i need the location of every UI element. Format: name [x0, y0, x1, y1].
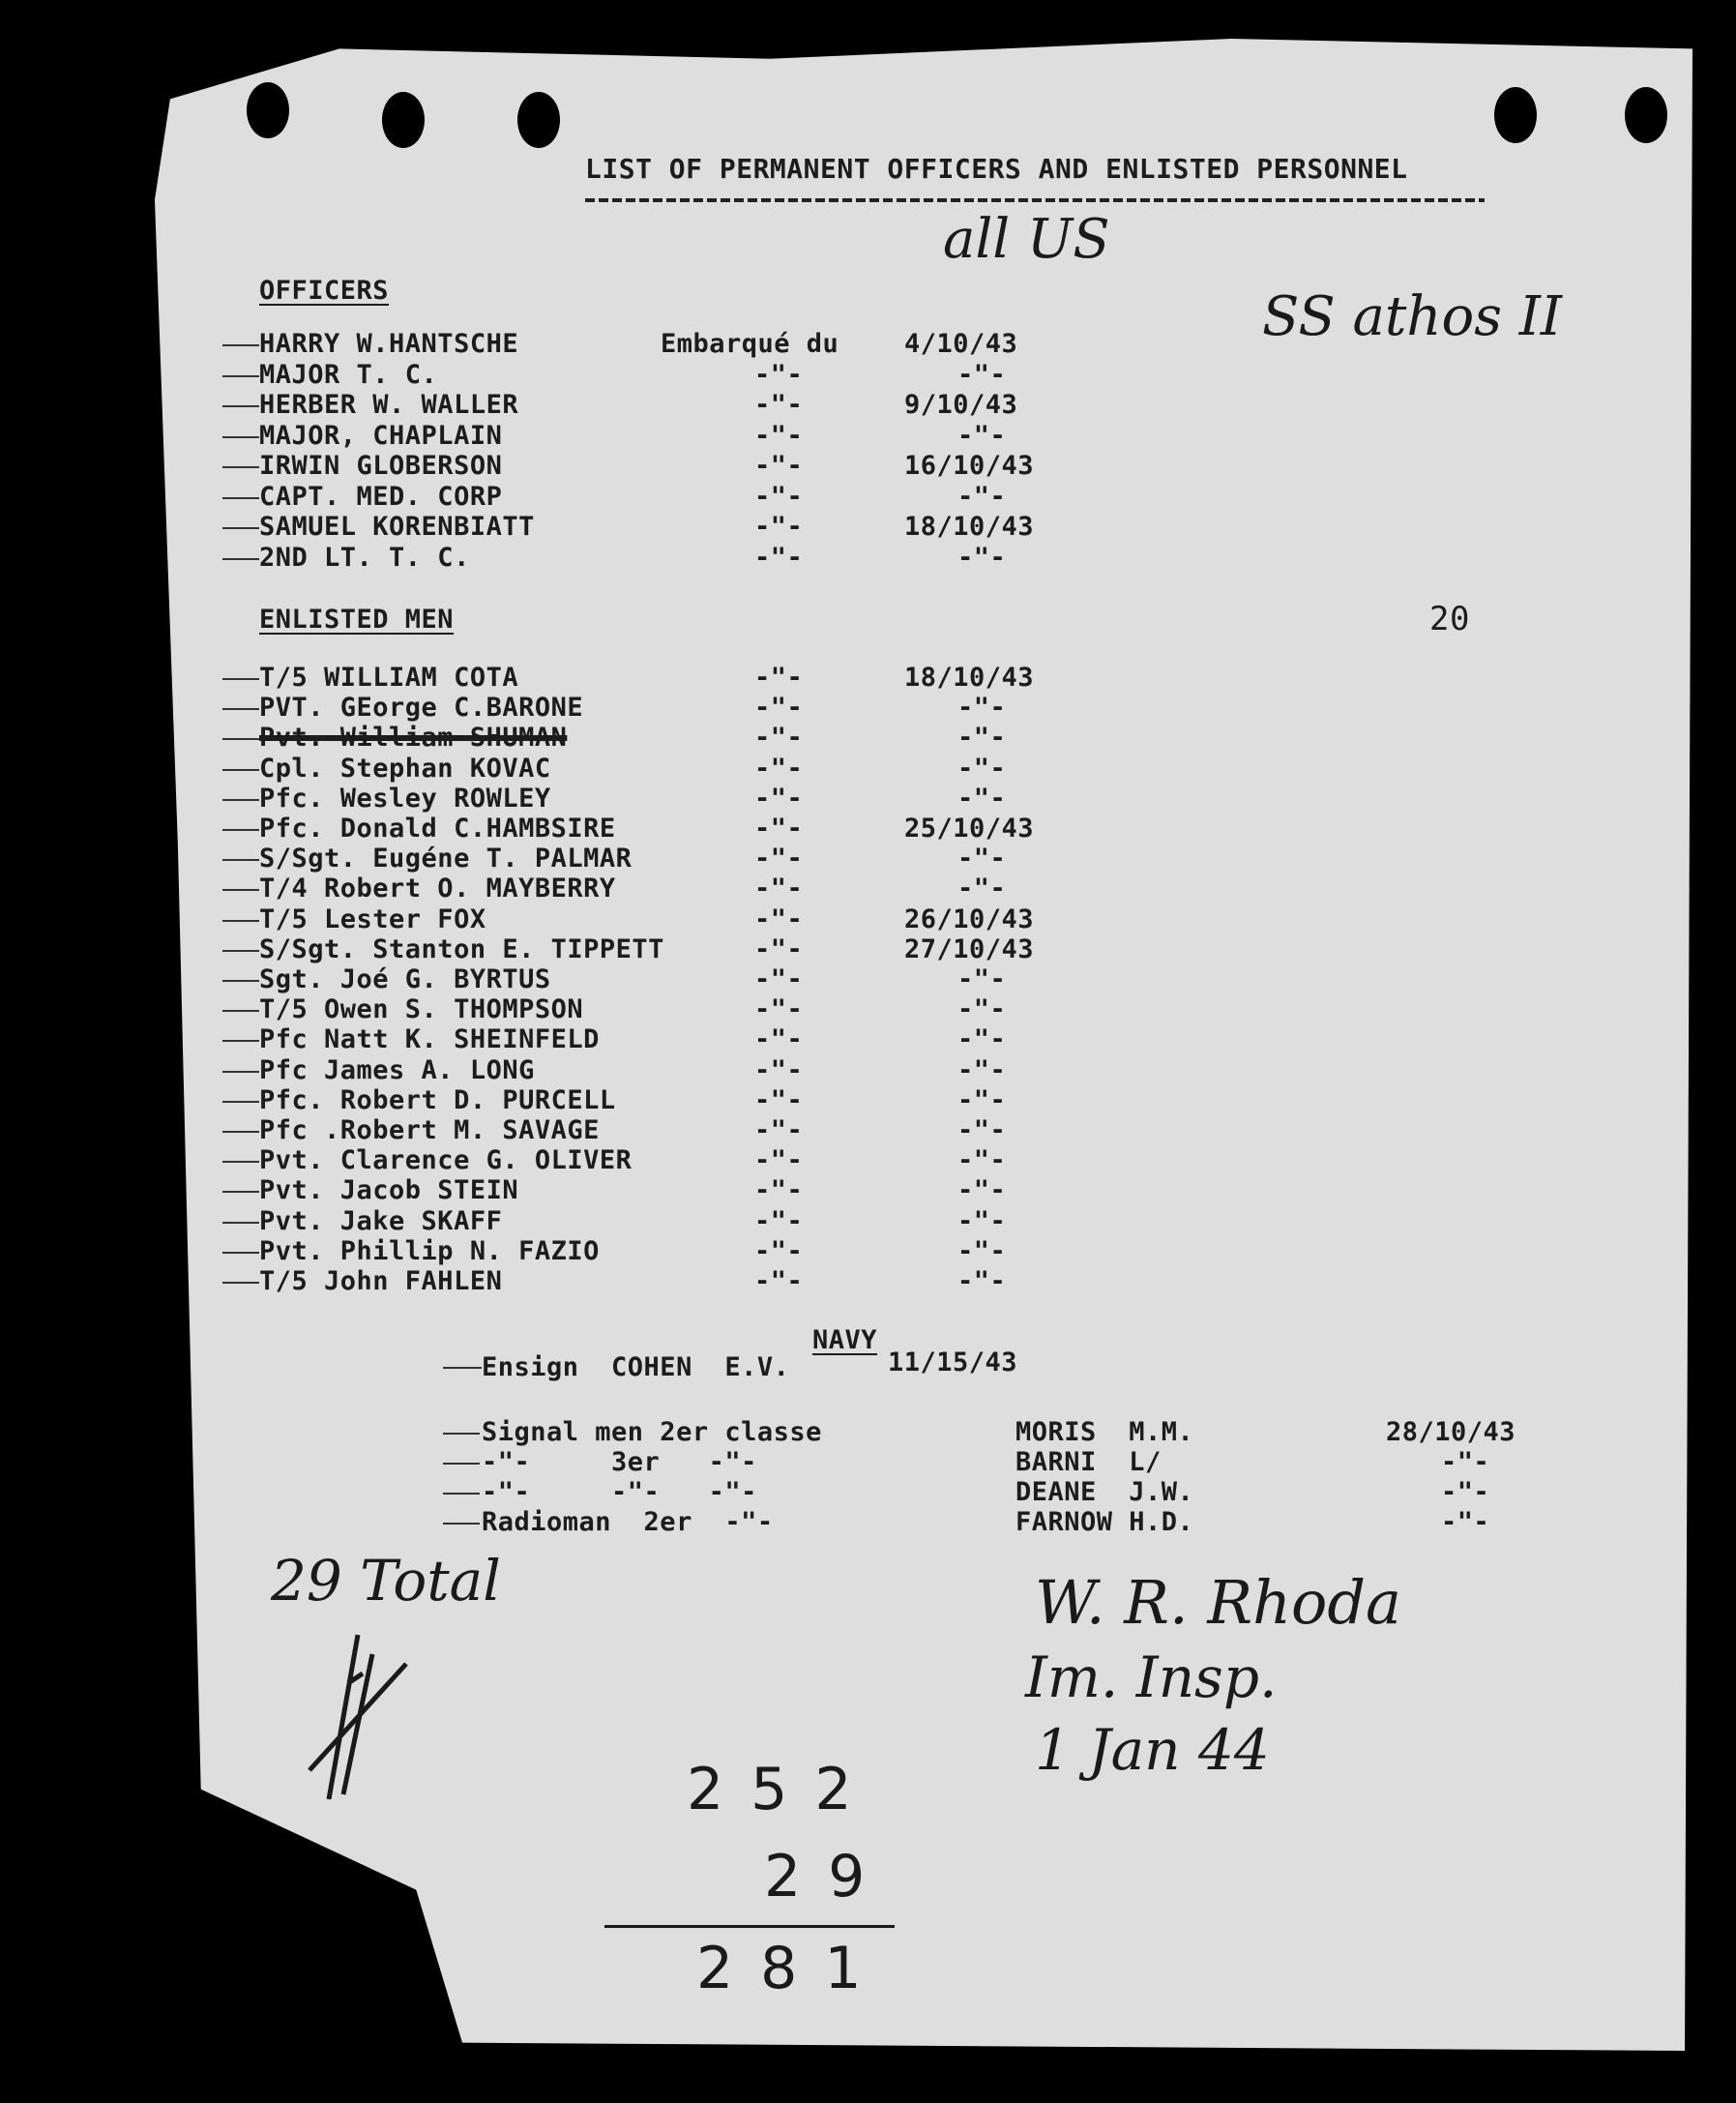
officer-date: 9/10/43 [904, 390, 1018, 420]
strike-mark [443, 1493, 480, 1495]
arithmetic-b: 29 [764, 1843, 893, 1910]
count-note: 20 [1429, 600, 1470, 638]
punch-hole [1494, 87, 1537, 143]
enlisted-name: Pfc. Donald C.HAMBSIRE [259, 814, 616, 844]
enlisted-date: -"- [957, 1235, 1007, 1266]
enlisted-status: -"- [754, 1175, 804, 1206]
strike-mark [222, 466, 259, 468]
enlisted-status: -"- [754, 753, 804, 784]
signal-role: Signal men 2er classe [482, 1417, 822, 1447]
officer-date: -"- [957, 420, 1007, 451]
ensign-date: 11/15/43 [888, 1348, 1018, 1377]
enlisted-status: -"- [754, 1115, 804, 1145]
signal-date: 28/10/43 [1386, 1417, 1516, 1447]
officer-status: -"- [754, 390, 804, 420]
enlisted-status: -"- [754, 814, 804, 844]
officer-status: -"- [754, 451, 804, 481]
enlisted-date: 27/10/43 [904, 933, 1035, 964]
officer-date: -"- [957, 481, 1007, 512]
strike-mark [222, 769, 259, 771]
strike-mark [222, 829, 259, 831]
officer-date: -"- [957, 359, 1007, 390]
officer-date: 16/10/43 [904, 451, 1035, 481]
officer-name: 2ND LT. T. C. [259, 542, 470, 573]
enlisted-name: Cpl. Stephan KOVAC [259, 753, 551, 784]
enlisted-heading: ENLISTED MEN [259, 605, 455, 635]
enlisted-date: -"- [957, 1115, 1007, 1145]
officer-date: 4/10/43 [904, 329, 1018, 359]
enlisted-status: -"- [754, 663, 804, 693]
enlisted-name: T/4 Robert O. MAYBERRY [259, 874, 616, 904]
officer-name: MAJOR, CHAPLAIN [259, 420, 503, 451]
enlisted-status: -"- [754, 1024, 804, 1055]
signature-name: W. R. Rhoda [1035, 1567, 1401, 1638]
enlisted-date: -"- [957, 1054, 1007, 1085]
enlisted-name: Pvt. Clarence G. OLIVER [259, 1145, 633, 1176]
enlisted-status: -"- [754, 1084, 804, 1115]
strike-mark [222, 799, 259, 801]
scribble-mark [290, 1625, 426, 1809]
officer-name: HERBER W. WALLER [259, 390, 519, 420]
strike-mark [222, 920, 259, 922]
enlisted-date: -"- [957, 783, 1007, 814]
document-title: LIST OF PERMANENT OFFICERS AND ENLISTED PERSONNEL [585, 153, 1408, 185]
enlisted-name: T/5 Owen S. THOMPSON [259, 994, 584, 1025]
officer-status: Embarqué du [661, 329, 839, 359]
signal-name: BARNI L/ [1015, 1447, 1162, 1477]
enlisted-status: -"- [754, 994, 804, 1025]
enlisted-status: -"- [754, 903, 804, 934]
strike-mark [222, 1161, 259, 1163]
officer-date: -"- [957, 542, 1007, 573]
officer-date: 18/10/43 [904, 512, 1035, 542]
enlisted-name: S/Sgt. Stanton E. TIPPETT [259, 933, 664, 964]
strike-mark [222, 1071, 259, 1073]
strike-mark [222, 1191, 259, 1193]
strike-mark [443, 1463, 480, 1465]
signal-date: -"- [1441, 1447, 1490, 1477]
enlisted-date: -"- [957, 874, 1007, 904]
punch-hole [247, 82, 289, 138]
strike-mark [222, 527, 259, 529]
enlisted-date: 18/10/43 [904, 663, 1035, 693]
officers-heading: OFFICERS [259, 276, 390, 306]
enlisted-date: -"- [957, 1205, 1007, 1236]
enlisted-date: -"- [957, 1024, 1007, 1055]
enlisted-status: -"- [754, 1145, 804, 1176]
strike-mark [222, 1010, 259, 1012]
signal-role: -"- 3er -"- [482, 1447, 757, 1477]
signal-date: -"- [1441, 1477, 1490, 1507]
enlisted-status: -"- [754, 933, 804, 964]
strike-mark [222, 738, 259, 740]
enlisted-name: T/5 WILLIAM COTA [259, 663, 519, 693]
officer-status: -"- [754, 512, 804, 542]
enlisted-status: -"- [754, 723, 804, 754]
enlisted-status: -"- [754, 874, 804, 904]
enlisted-name: Sgt. Joé G. BYRTUS [259, 964, 551, 994]
strike-mark [222, 1282, 259, 1284]
arithmetic-a: 252 [687, 1756, 879, 1823]
strike-mark [222, 436, 259, 438]
enlisted-name: Pfc .Robert M. SAVAGE [259, 1115, 600, 1145]
enlisted-date: -"- [957, 1266, 1007, 1296]
strike-mark [222, 1101, 259, 1103]
punch-hole [1625, 87, 1667, 143]
officer-name: SAMUEL KORENBIATT [259, 512, 535, 542]
officer-name: CAPT. MED. CORP [259, 481, 503, 512]
strike-mark [222, 889, 259, 891]
officer-name: IRWIN GLOBERSON [259, 451, 503, 481]
strike-mark [222, 950, 259, 952]
strike-mark [222, 708, 259, 710]
signal-name: FARNOW H.D. [1015, 1507, 1194, 1537]
enlisted-name: Pvt. Jacob STEIN [259, 1175, 519, 1206]
officer-status: -"- [754, 420, 804, 451]
enlisted-name: Pvt. Phillip N. FAZIO [259, 1235, 600, 1266]
strike-mark [443, 1523, 480, 1525]
strike-mark [222, 344, 259, 346]
enlisted-date: -"- [957, 1145, 1007, 1176]
strike-mark [222, 558, 259, 560]
enlisted-date: -"- [957, 964, 1007, 994]
signal-name: DEANE J.W. [1015, 1477, 1194, 1507]
signal-date: -"- [1441, 1507, 1490, 1537]
navy-heading: NAVY [812, 1325, 878, 1355]
enlisted-status: -"- [754, 783, 804, 814]
signature-title: Im. Insp. [1025, 1644, 1278, 1710]
enlisted-name: Pvt. William SHUMAN [259, 723, 568, 754]
officer-status: -"- [754, 481, 804, 512]
sum-rule [604, 1925, 895, 1928]
enlisted-name: Pvt. Jake SKAFF [259, 1205, 503, 1236]
arithmetic-sum: 281 [696, 1935, 889, 2002]
enlisted-status: -"- [754, 964, 804, 994]
enlisted-name: Pfc James A. LONG [259, 1054, 535, 1085]
signature-date: 1 Jan 44 [1035, 1717, 1270, 1783]
enlisted-status: -"- [754, 1266, 804, 1296]
strike-mark [443, 1367, 482, 1369]
enlisted-date: -"- [957, 753, 1007, 784]
strike-mark [222, 980, 259, 982]
enlisted-date: 25/10/43 [904, 814, 1035, 844]
enlisted-date: -"- [957, 994, 1007, 1025]
enlisted-date: -"- [957, 844, 1007, 874]
strike-mark [443, 1433, 480, 1435]
enlisted-name: Pfc. Wesley ROWLEY [259, 783, 551, 814]
enlisted-name: Pfc Natt K. SHEINFELD [259, 1024, 600, 1055]
punch-hole [517, 92, 560, 148]
strike-mark [222, 405, 259, 407]
enlisted-name: T/5 Lester FOX [259, 903, 486, 934]
ensign-line: Ensign COHEN E.V. [482, 1352, 790, 1382]
enlisted-status: -"- [754, 693, 804, 724]
punch-hole [382, 92, 425, 148]
officer-name: HARRY W.HANTSCHE [259, 329, 519, 359]
strike-mark [222, 497, 259, 499]
handwritten-ship-note: SS athos II [1262, 285, 1562, 348]
strike-mark [222, 1222, 259, 1224]
strike-mark [222, 1040, 259, 1042]
enlisted-date: -"- [957, 1175, 1007, 1206]
enlisted-status: -"- [754, 1205, 804, 1236]
enlisted-status: -"- [754, 844, 804, 874]
title-rule [585, 198, 1485, 202]
signal-role: -"- -"- -"- [482, 1477, 757, 1507]
officer-status: -"- [754, 542, 804, 573]
enlisted-date: -"- [957, 723, 1007, 754]
strike-mark [222, 859, 259, 861]
enlisted-status: -"- [754, 1235, 804, 1266]
strike-mark [222, 1252, 259, 1254]
strike-mark [222, 678, 259, 680]
enlisted-date: -"- [957, 693, 1007, 724]
enlisted-date: 26/10/43 [904, 903, 1035, 934]
signal-role: Radioman 2er -"- [482, 1507, 774, 1537]
strike-mark [222, 1131, 259, 1133]
enlisted-date: -"- [957, 1084, 1007, 1115]
handwritten-note-all-us: all US [943, 208, 1110, 271]
enlisted-name: Pfc. Robert D. PURCELL [259, 1084, 616, 1115]
handwritten-total: 29 Total [271, 1548, 501, 1614]
signal-name: MORIS M.M. [1015, 1417, 1194, 1447]
officer-status: -"- [754, 359, 804, 390]
enlisted-name: S/Sgt. Eugéne T. PALMAR [259, 844, 633, 874]
enlisted-name: PVT. GEorge C.BARONE [259, 693, 584, 724]
officer-name: MAJOR T. C. [259, 359, 438, 390]
enlisted-name: T/5 John FAHLEN [259, 1266, 503, 1296]
enlisted-status: -"- [754, 1054, 804, 1085]
strike-mark [222, 375, 259, 377]
